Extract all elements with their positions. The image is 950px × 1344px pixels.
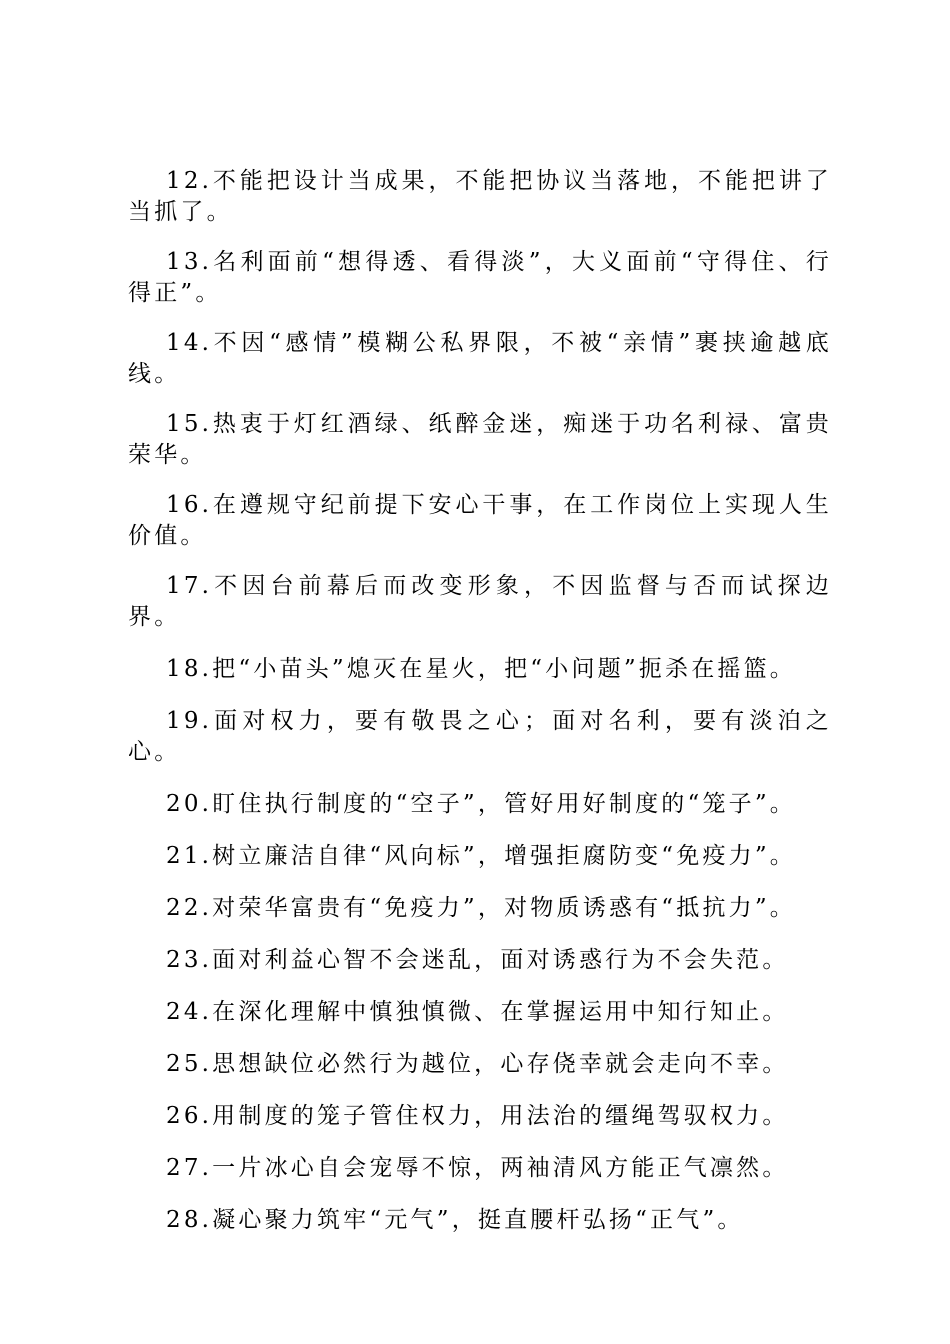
- list-item-13: 13.名利面前“想得透、看得淡”，大义面前“守得住、行得正”。: [128, 249, 832, 306]
- list-item-24: 24.在深化理解中慎独慎微、在掌握运用中知行知止。: [166, 999, 789, 1025]
- list-item-20: 20.盯住执行制度的“空子”，管好用好制度的“笼子”。: [166, 791, 797, 817]
- list-item-22: 22.对荣华富贵有“免疫力”，对物质诱惑有“抵抗力”。: [166, 895, 797, 921]
- list-item-19: 19.面对权力，要有敬畏之心；面对名利，要有淡泊之心。: [128, 708, 832, 765]
- list-item-21: 21.树立廉洁自律“风向标”，增强拒腐防变“免疫力”。: [166, 843, 797, 869]
- list-item-26: 26.用制度的笼子管住权力，用法治的缰绳驾驭权力。: [166, 1103, 789, 1129]
- list-item-14: 14.不因“感情”模糊公私界限，不被“亲情”裹挟逾越底线。: [128, 330, 832, 387]
- list-item-23: 23.面对利益心智不会迷乱，面对诱惑行为不会失范。: [166, 947, 789, 973]
- list-item-25: 25.思想缺位必然行为越位，心存侥幸就会走向不幸。: [166, 1051, 789, 1077]
- numbered-list: [128, 166, 832, 1257]
- list-item-27: 27.一片冰心自会宠辱不惊，两袖清风方能正气凛然。: [166, 1155, 789, 1181]
- list-item-12: 12.不能把设计当成果，不能把协议当落地，不能把讲了当抓了。: [128, 168, 832, 225]
- list-item-16: 16.在遵规守纪前提下安心干事，在工作岗位上实现人生价值。: [128, 492, 832, 549]
- list-item-15: 15.热衷于灯红酒绿、纸醉金迷，痴迷于功名利禄、富贵荣华。: [128, 411, 832, 468]
- list-item-17: 17.不因台前幕后而改变形象，不因监督与否而试探边界。: [128, 573, 832, 630]
- list-item-18: 18.把“小苗头”熄灭在星火，把“小问题”扼杀在摇篮。: [166, 656, 797, 682]
- list-item-28: 28.凝心聚力筑牢“元气”，挺直腰杆弘扬“正气”。: [166, 1207, 744, 1233]
